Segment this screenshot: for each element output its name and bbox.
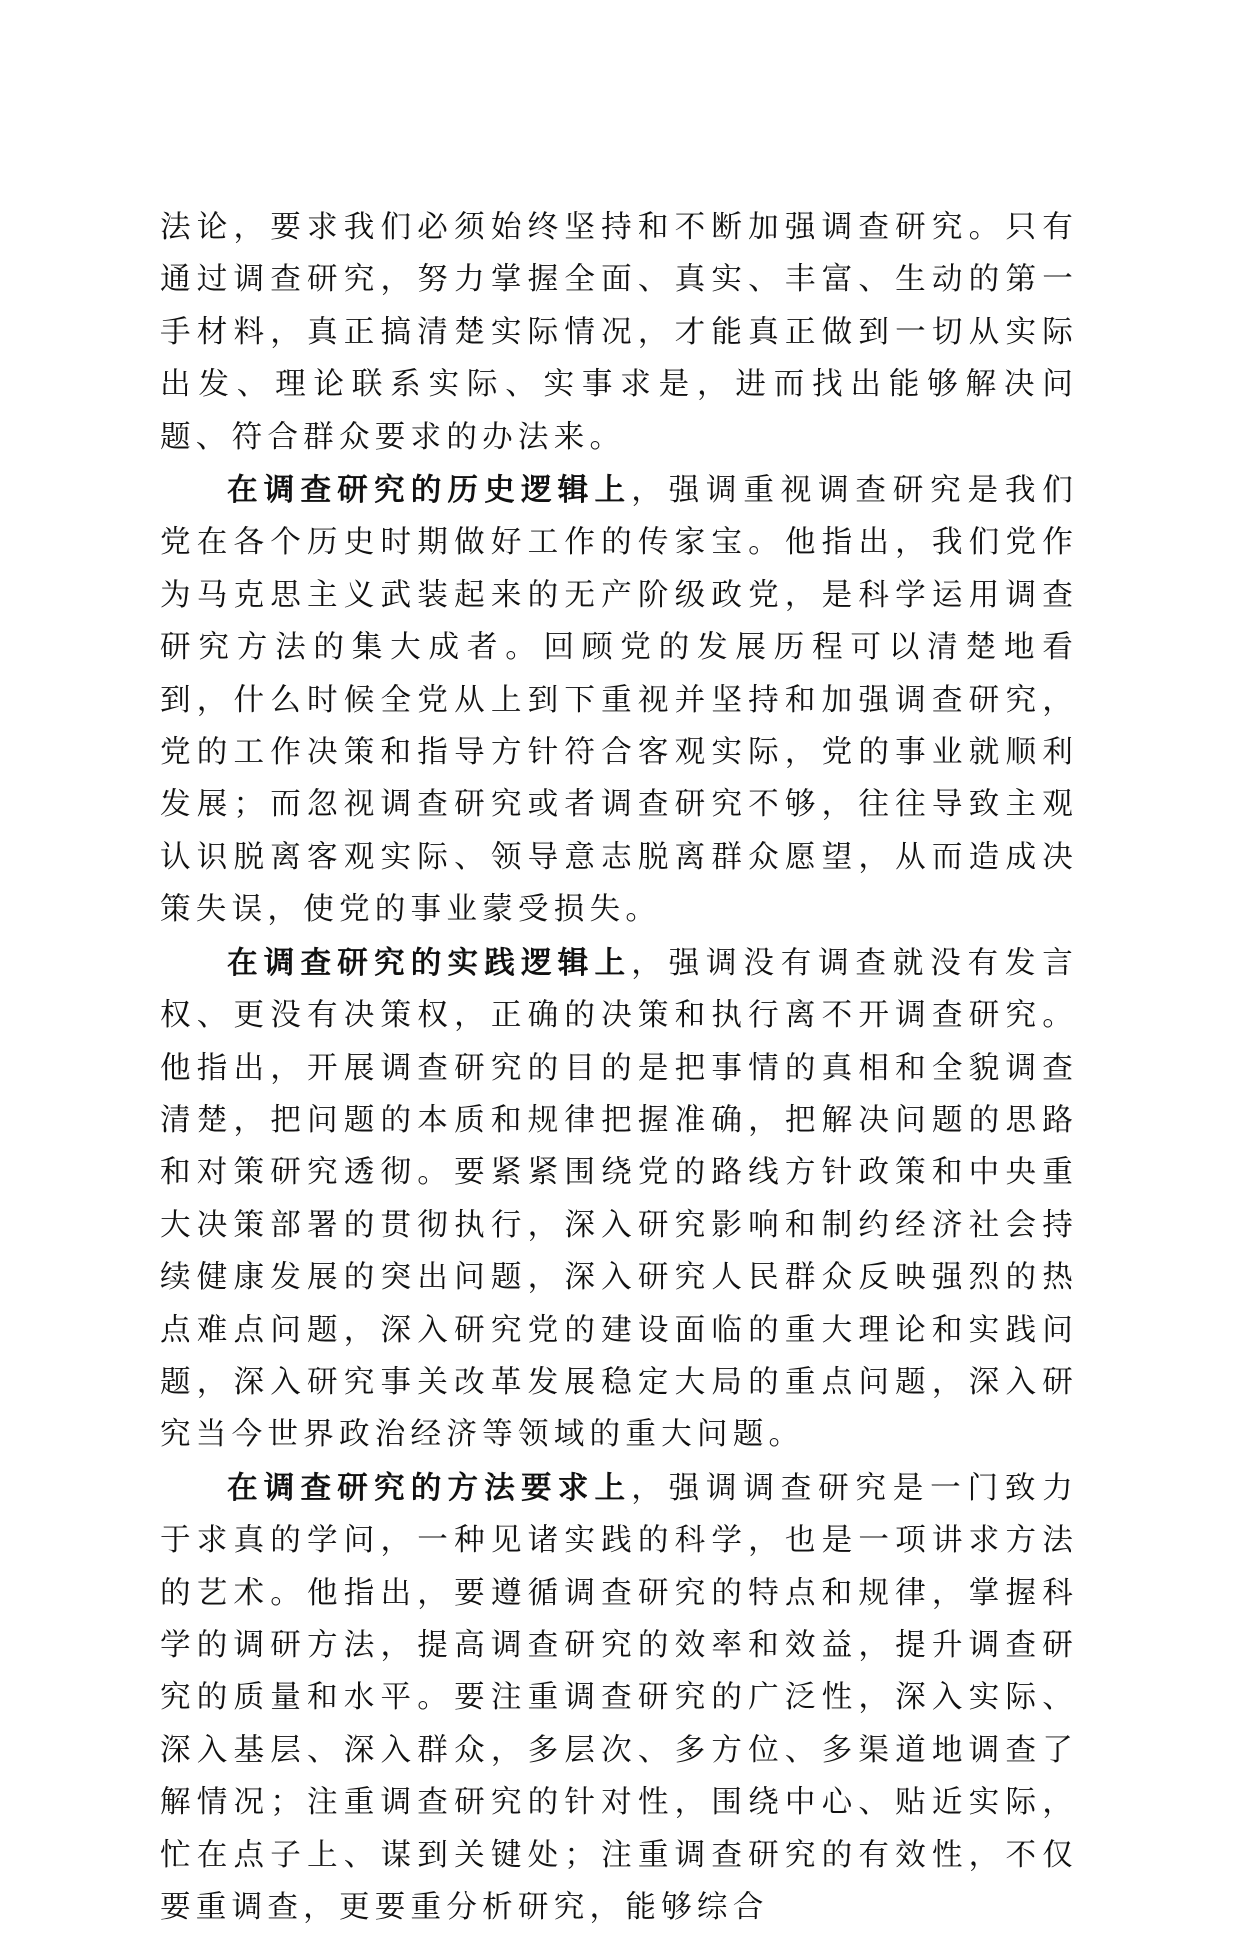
paragraph-3-heading: 在调查研究的实践逻辑上: [227, 944, 632, 981]
document-page: [160, 202, 1078, 1925]
paragraph-1-text: 法论，要求我们必须始终坚持和不断加强调查研究。只有通过调查研究，努力掌握全面、真实、丰富、生动的第一手材料，真正搞清楚实际情况，才能真正做到一切从实际出发、理论联系实际、实事求是，进而找出能够解决问题、符合群众要求的办法来。: [160, 210, 1078, 455]
paragraph-1: [160, 202, 1078, 464]
paragraph-3-text: ，强调没有调查就没有发言权、更没有决策权，正确的决策和执行离不开调查研究。他指出，开展调查研究的目的是把事情的真相和全貌调查清楚，把问题的本质和规律把握准确，把解决问题的思路和对策研究透彻。要紧紧围绕党的路线方针政策和中央重大决策部署的贯彻执行，深入研究影响和制约经济社会持续健康发展的突出问题，深入研究人民群众反映强烈的热点难点问题，深入研究党的建设面临的重大理论和实践问题，深入研究事关改革发展稳定大局的重点问题，深入研究当今世界政治经济等领域的重大问题。: [160, 945, 1078, 1453]
paragraph-4-text: ，强调调查研究是一门致力于求真的学问，一种见诸实践的科学，也是一项讲求方法的艺术。他指出，要遵循调查研究的特点和规律，掌握科学的调研方法，提高调查研究的效率和效益，提升调查研究的质量和水平。要注重调查研究的广泛性，深入实际、深入基层、深入群众，多层次、多方位、多渠道地调查了解情况；注重调查研究的针对性，围绕中心、贴近实际，忙在点子上、谋到关键处；注重调查研究的有效性，不仅要重调查，更要重分析研究，能够综合: [160, 1470, 1078, 1925]
paragraph-4-heading: 在调查研究的方法要求上: [227, 1469, 632, 1506]
paragraph-2: [160, 464, 1078, 937]
paragraph-3: [160, 937, 1078, 1462]
paragraph-2-heading: 在调查研究的历史逻辑上: [227, 472, 632, 509]
paragraph-4: [160, 1462, 1078, 1934]
paragraph-2-text: ，强调重视调查研究是我们党在各个历史时期做好工作的传家宝。他指出，我们党作为马克思主义武装起来的无产阶级政党，是科学运用调查研究方法的集大成者。回顾党的发展历程可以清楚地看到，什么时候全党从上到下重视并坚持和加强调查研究，党的工作决策和指导方针符合客观实际，党的事业就顺利发展；而忽视调查研究或者调查研究不够，往往导致主观认识脱离客观实际、领导意志脱离群众愿望，从而造成决策失误，使党的事业蒙受损失。: [160, 473, 1078, 928]
